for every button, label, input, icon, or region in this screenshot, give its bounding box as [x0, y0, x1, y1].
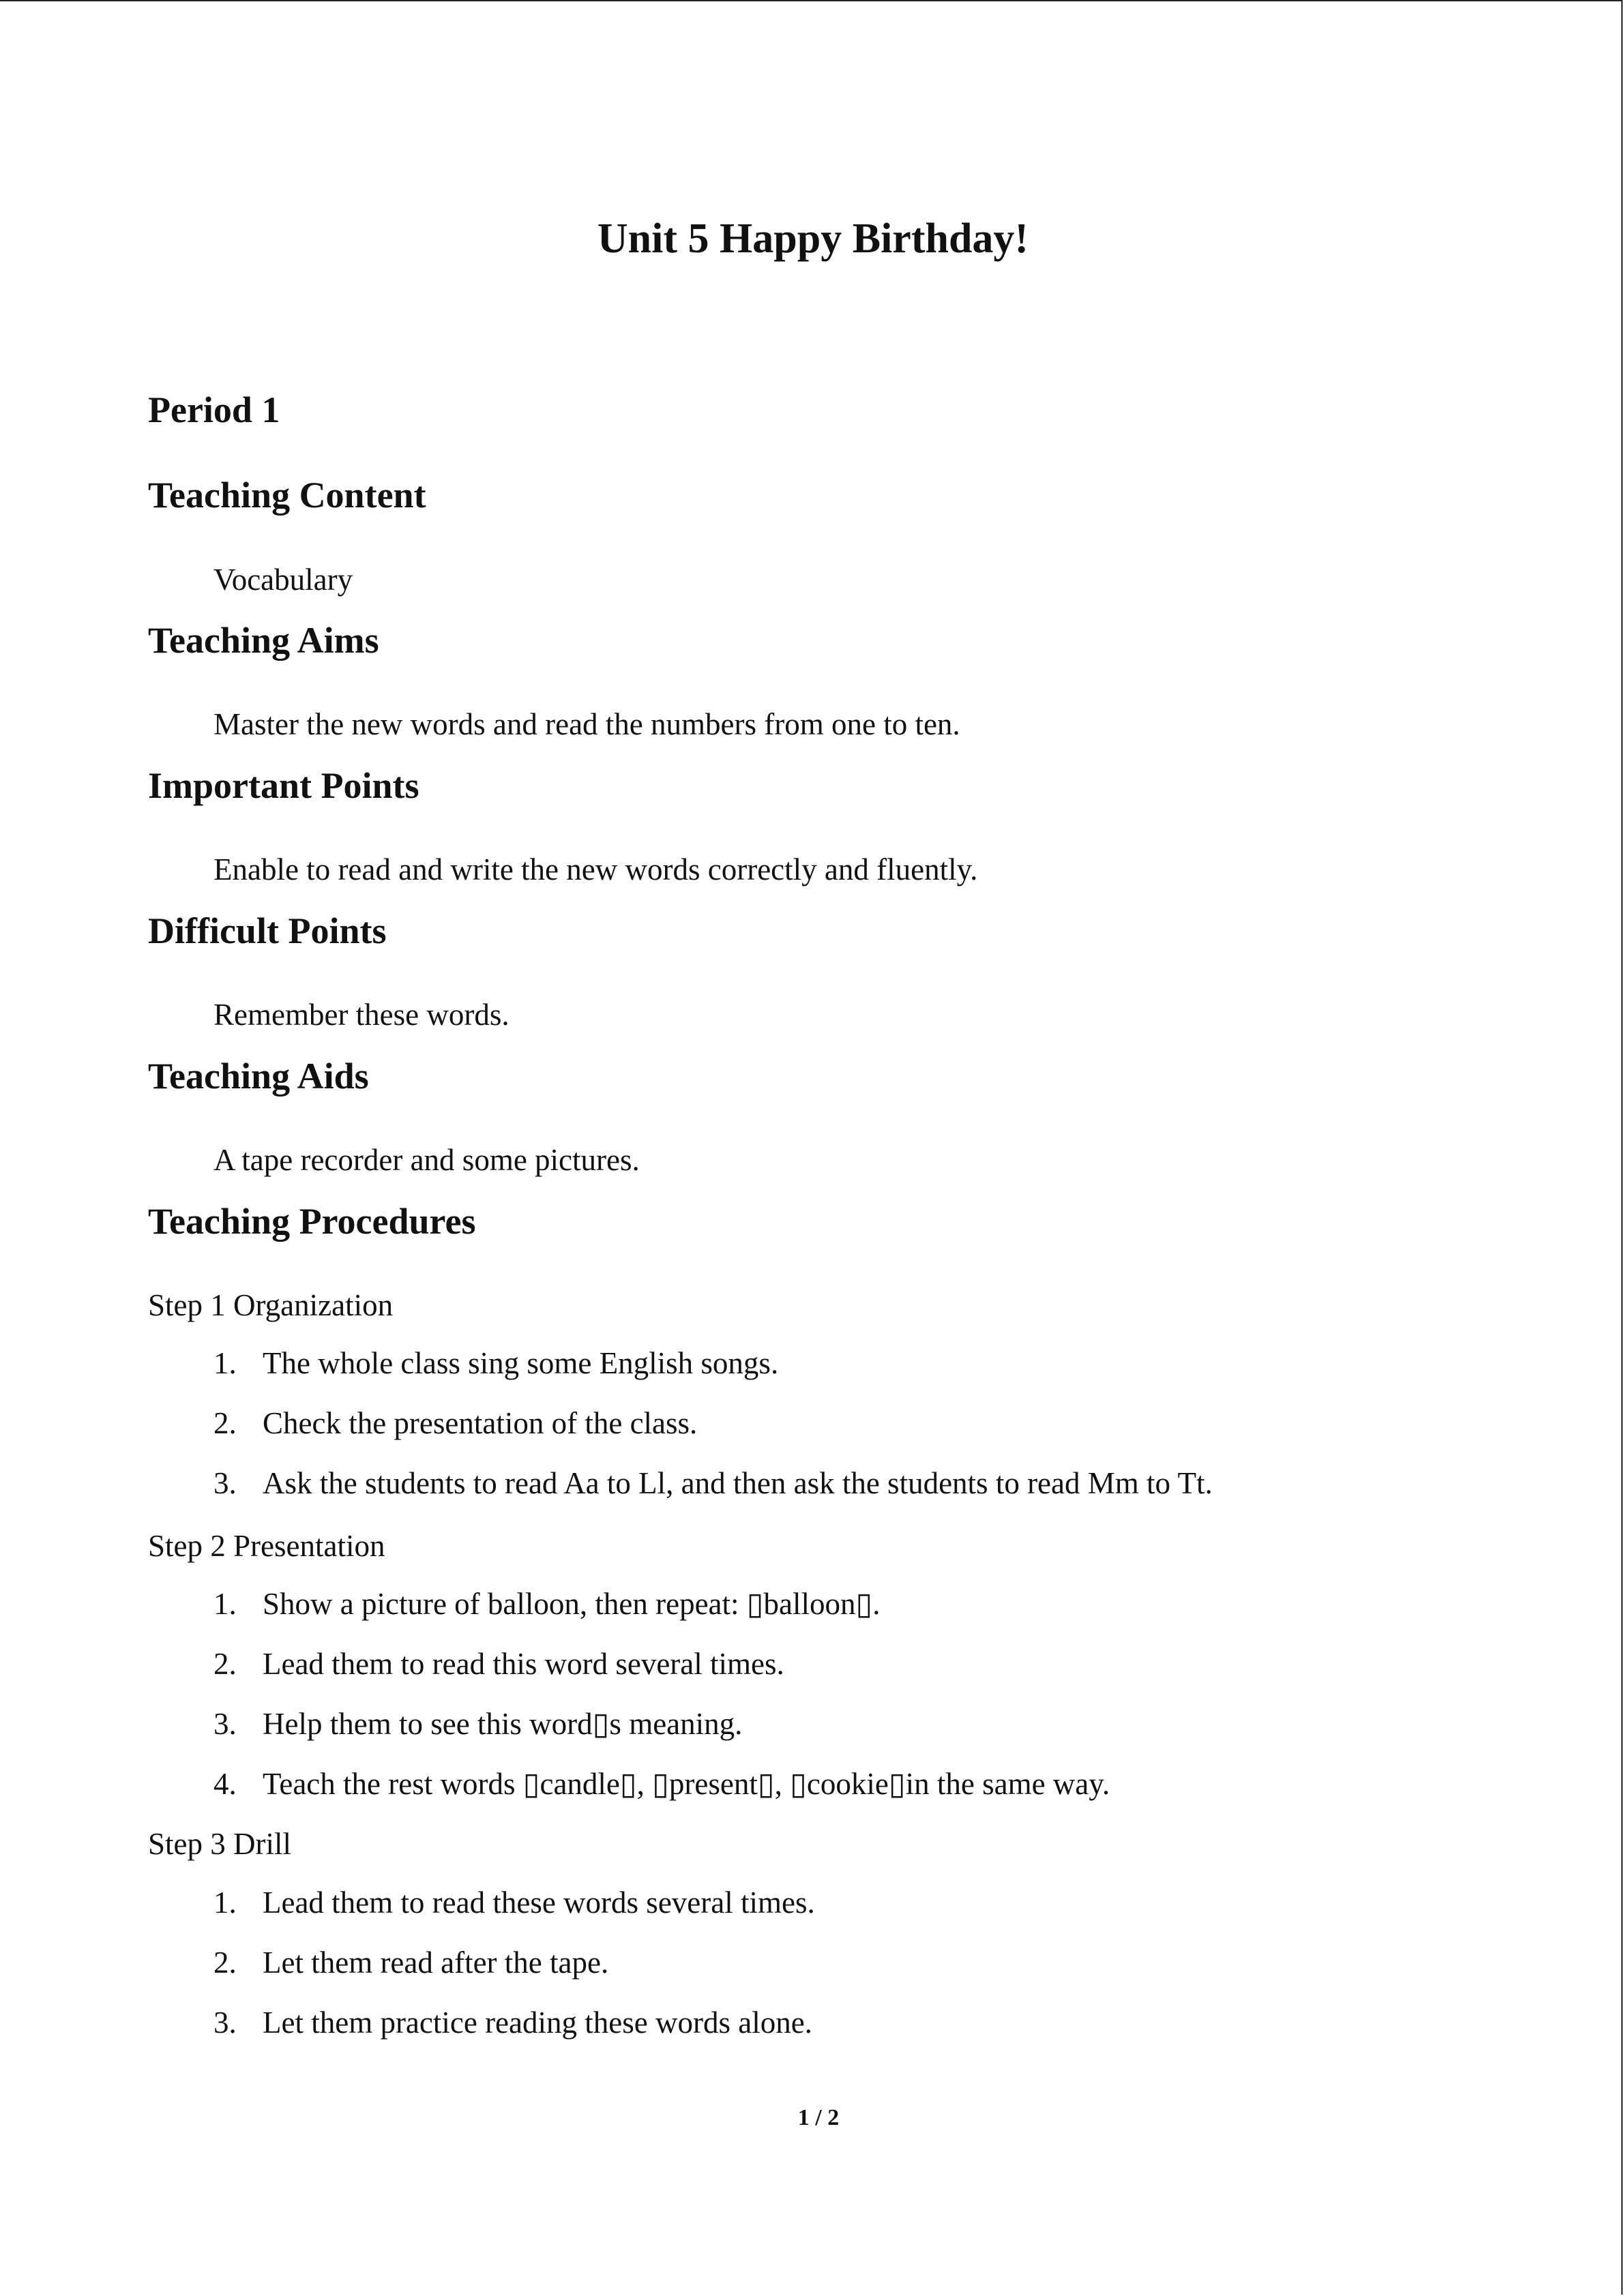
list-item-number: 3.: [213, 2006, 237, 2040]
step-title: Step 3 Drill: [148, 1827, 291, 1861]
list-item-number: 1.: [213, 1346, 237, 1380]
page-number: 1 / 2: [797, 2105, 840, 2130]
list-item: [213, 1583, 881, 1624]
list-item: [213, 1882, 815, 1923]
teaching-aims-text: Master the new words and read the numbers from one to ten.: [213, 707, 960, 741]
list-item-number: 1.: [213, 1587, 237, 1621]
list-item-text: Help them to see this word▯s meaning.: [263, 1707, 743, 1741]
list-item: [213, 1763, 1110, 1804]
list-item-number: 2.: [213, 1647, 237, 1681]
list-item-text: The whole class sing some English songs.: [263, 1346, 779, 1380]
list-item-text: Lead them to read these words several times.: [263, 1885, 815, 1920]
document-title: Unit 5 Happy Birthday!: [597, 215, 1029, 262]
list-item: [213, 2002, 812, 2043]
step-title: Step 1 Organization: [148, 1288, 394, 1322]
list-item-number: 4.: [213, 1767, 237, 1801]
list-item-text: Let them practice reading these words alone.: [263, 2006, 812, 2040]
list-item: [213, 1703, 742, 1744]
list-item: [213, 1942, 608, 1983]
list-item: [213, 1403, 697, 1444]
important-points-heading: Important Points: [148, 765, 419, 806]
step-title: Step 2 Presentation: [148, 1529, 385, 1563]
period-heading: Period 1: [148, 389, 280, 430]
teaching-aids-heading: Teaching Aids: [148, 1056, 369, 1097]
list-item-text: Check the presentation of the class.: [263, 1406, 698, 1440]
list-item-text: Lead them to read this word several times.: [263, 1647, 784, 1681]
list-item-number: 3.: [213, 1707, 237, 1741]
teaching-content-text: Vocabulary: [213, 563, 353, 597]
list-item-number: 3.: [213, 1466, 237, 1500]
list-item-number: 1.: [213, 1885, 237, 1920]
difficult-points-heading: Difficult Points: [148, 910, 387, 951]
important-points-text: Enable to read and write the new words correctly and fluently.: [213, 852, 978, 886]
list-item-text: Ask the students to read Aa to Ll, and then ask the students to read Mm to Tt.: [263, 1466, 1213, 1500]
teaching-procedures-heading: Teaching Procedures: [148, 1201, 476, 1242]
teaching-content-heading: Teaching Content: [148, 475, 426, 516]
list-item-text: Show a picture of balloon, then repeat: ▯balloon▯.: [263, 1587, 881, 1621]
list-item-number: 2.: [213, 1945, 237, 1980]
teaching-aids-text: A tape recorder and some pictures.: [213, 1143, 640, 1177]
list-item: [213, 1643, 784, 1684]
list-item-text: Let them read after the tape.: [263, 1945, 609, 1980]
list-item-number: 2.: [213, 1406, 237, 1440]
list-item: [213, 1463, 1213, 1504]
difficult-points-text: Remember these words.: [213, 998, 510, 1032]
list-item-text: Teach the rest words ▯candle▯, ▯present▯, ▯cookie▯in the same way.: [263, 1767, 1110, 1801]
list-item: [213, 1343, 778, 1384]
teaching-aims-heading: Teaching Aims: [148, 620, 379, 661]
